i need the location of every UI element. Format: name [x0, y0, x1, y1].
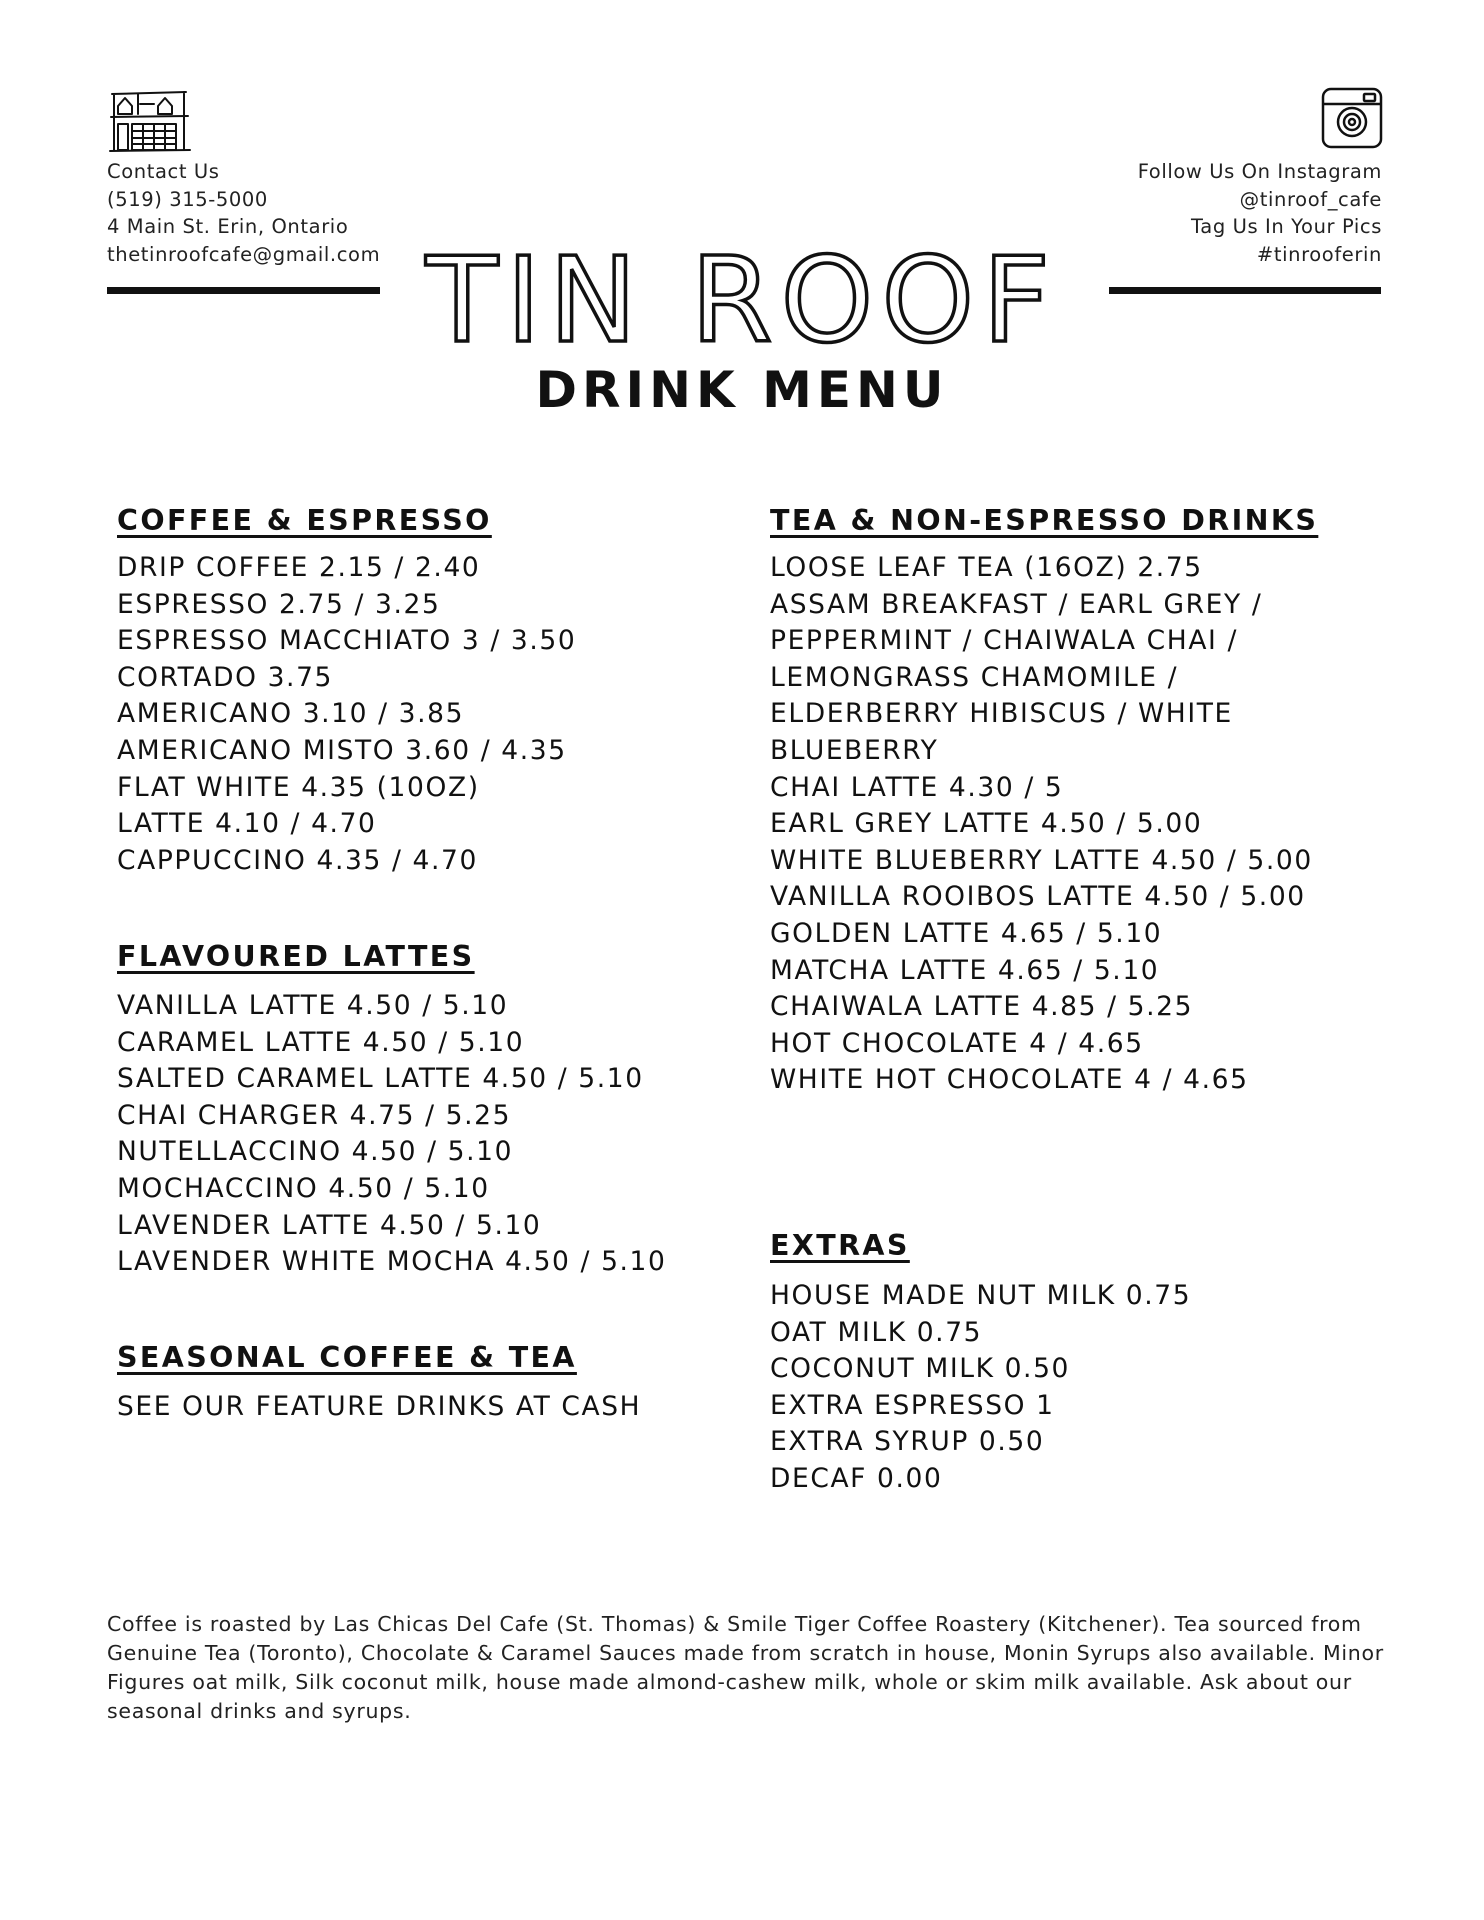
menu-item: COCONUT MILK 0.50	[770, 1353, 1071, 1385]
menu-item: CHAI CHARGER 4.75 / 5.25	[117, 1099, 512, 1131]
section-title-extras: EXTRAS	[770, 1229, 910, 1262]
extras-list	[770, 1278, 1191, 1498]
menu-item: EXTRA ESPRESSO 1	[770, 1389, 1055, 1421]
menu-item: LOOSE LEAF TEA (16OZ) 2.75	[770, 552, 1203, 583]
page-subtitle: DRINK MENU	[535, 361, 949, 419]
menu-item: HOUSE MADE NUT MILK 0.75	[770, 1280, 1192, 1311]
menu-item: OAT MILK 0.75	[770, 1316, 983, 1348]
menu-item: LAVENDER WHITE MOCHA 4.50 / 5.10	[117, 1246, 667, 1278]
menu-item: BLUEBERRY	[770, 734, 939, 766]
menu-item: ESPRESSO MACCHIATO 3 / 3.50	[117, 625, 577, 657]
section-title-seasonal: SEASONAL COFFEE & TEA	[117, 1341, 577, 1374]
section-title-coffee: COFFEE & ESPRESSO	[117, 504, 492, 537]
menu-item: VANILLA LATTE 4.50 / 5.10	[117, 990, 509, 1021]
menu-item: LEMONGRASS CHAMOMILE /	[770, 661, 1179, 693]
house-icon	[108, 84, 192, 154]
menu-item: ESPRESSO 2.75 / 3.25	[117, 588, 441, 620]
menu-item: VANILLA ROOIBOS LATTE 4.50 / 5.00	[770, 881, 1306, 913]
section-title-flavoured: FLAVOURED LATTES	[117, 940, 475, 973]
menu-item: WHITE BLUEBERRY LATTE 4.50 / 5.00	[770, 844, 1313, 876]
menu-item: AMERICANO 3.10 / 3.85	[117, 698, 465, 730]
menu-item: GOLDEN LATTE 4.65 / 5.10	[770, 917, 1163, 949]
menu-item: NUTELLACCINO 4.50 / 5.10	[117, 1136, 514, 1168]
hashtag: #tinrooferin	[1256, 242, 1382, 266]
menu-item: MOCHACCINO 4.50 / 5.10	[117, 1172, 490, 1204]
menu-item: CHAIWALA LATTE 4.85 / 5.25	[770, 991, 1194, 1023]
menu-item: LAVENDER LATTE 4.50 / 5.10	[117, 1209, 542, 1241]
menu-item: MATCHA LATTE 4.65 / 5.10	[770, 954, 1160, 986]
tag-text: Tag Us In Your Pics	[1190, 215, 1382, 238]
footnote: Coffee is roasted by Las Chicas Del Cafe (St. Thomas) & Smile Tiger Coffee Roastery (Kitchener). Tea sourced from Genuine Tea (Toronto), Chocolate & Caramel Sauces made from scratch in house, Monin Syrups also available. Minor Figures oat milk, Silk coconut milk, house made almond-cashew milk, whole or skim milk available. Ask about our seasonal drinks and syrups.	[107, 1612, 1384, 1723]
coffee-list	[117, 550, 576, 879]
menu-item: FLAT WHITE 4.35 (10OZ)	[117, 771, 480, 803]
menu-item: EARL GREY LATTE 4.50 / 5.00	[770, 808, 1203, 840]
menu-item: ELDERBERRY HIBISCUS / WHITE	[770, 698, 1233, 730]
menu-item: LATTE 4.10 / 4.70	[117, 808, 377, 840]
menu-item: AMERICANO MISTO 3.60 / 4.35	[117, 734, 567, 766]
menu-item: SEE OUR FEATURE DRINKS AT CASH	[117, 1391, 642, 1422]
email-address[interactable]: thetinroofcafe@gmail.com	[107, 242, 381, 266]
logo-title: TIN ROOF	[425, 231, 1059, 369]
menu-item: CORTADO 3.75	[117, 661, 333, 693]
camera-icon	[1320, 86, 1384, 150]
address: 4 Main St. Erin, Ontario	[107, 215, 349, 238]
seasonal-list	[117, 1389, 641, 1426]
menu-item: DRIP COFFEE 2.15 / 2.40	[117, 552, 481, 583]
section-title-tea: TEA & NON-ESPRESSO DRINKS	[770, 504, 1319, 537]
menu-item: ASSAM BREAKFAST / EARL GREY /	[770, 588, 1263, 620]
menu-item: CAPPUCCINO 4.35 / 4.70	[117, 844, 478, 876]
menu-item: CHAI LATTE 4.30 / 5	[770, 771, 1064, 803]
flavoured-list	[117, 988, 666, 1281]
menu-item: WHITE HOT CHOCOLATE 4 / 4.65	[770, 1064, 1249, 1096]
instagram-handle[interactable]: @tinroof_cafe	[1239, 187, 1382, 211]
contact-heading: Contact Us	[107, 160, 220, 183]
menu-item: SALTED CARAMEL LATTE 4.50 / 5.10	[117, 1063, 644, 1095]
menu-item: HOT CHOCOLATE 4 / 4.65	[770, 1027, 1144, 1059]
phone-number[interactable]: (519) 315-5000	[107, 187, 268, 211]
menu-item: PEPPERMINT / CHAIWALA CHAI /	[770, 625, 1239, 657]
menu-item: DECAF 0.00	[770, 1462, 943, 1494]
menu-item: CARAMEL LATTE 4.50 / 5.10	[117, 1026, 525, 1058]
tea-list	[770, 550, 1313, 1099]
menu-item: EXTRA SYRUP 0.50	[770, 1426, 1045, 1458]
social-heading: Follow Us On Instagram	[1137, 160, 1382, 183]
